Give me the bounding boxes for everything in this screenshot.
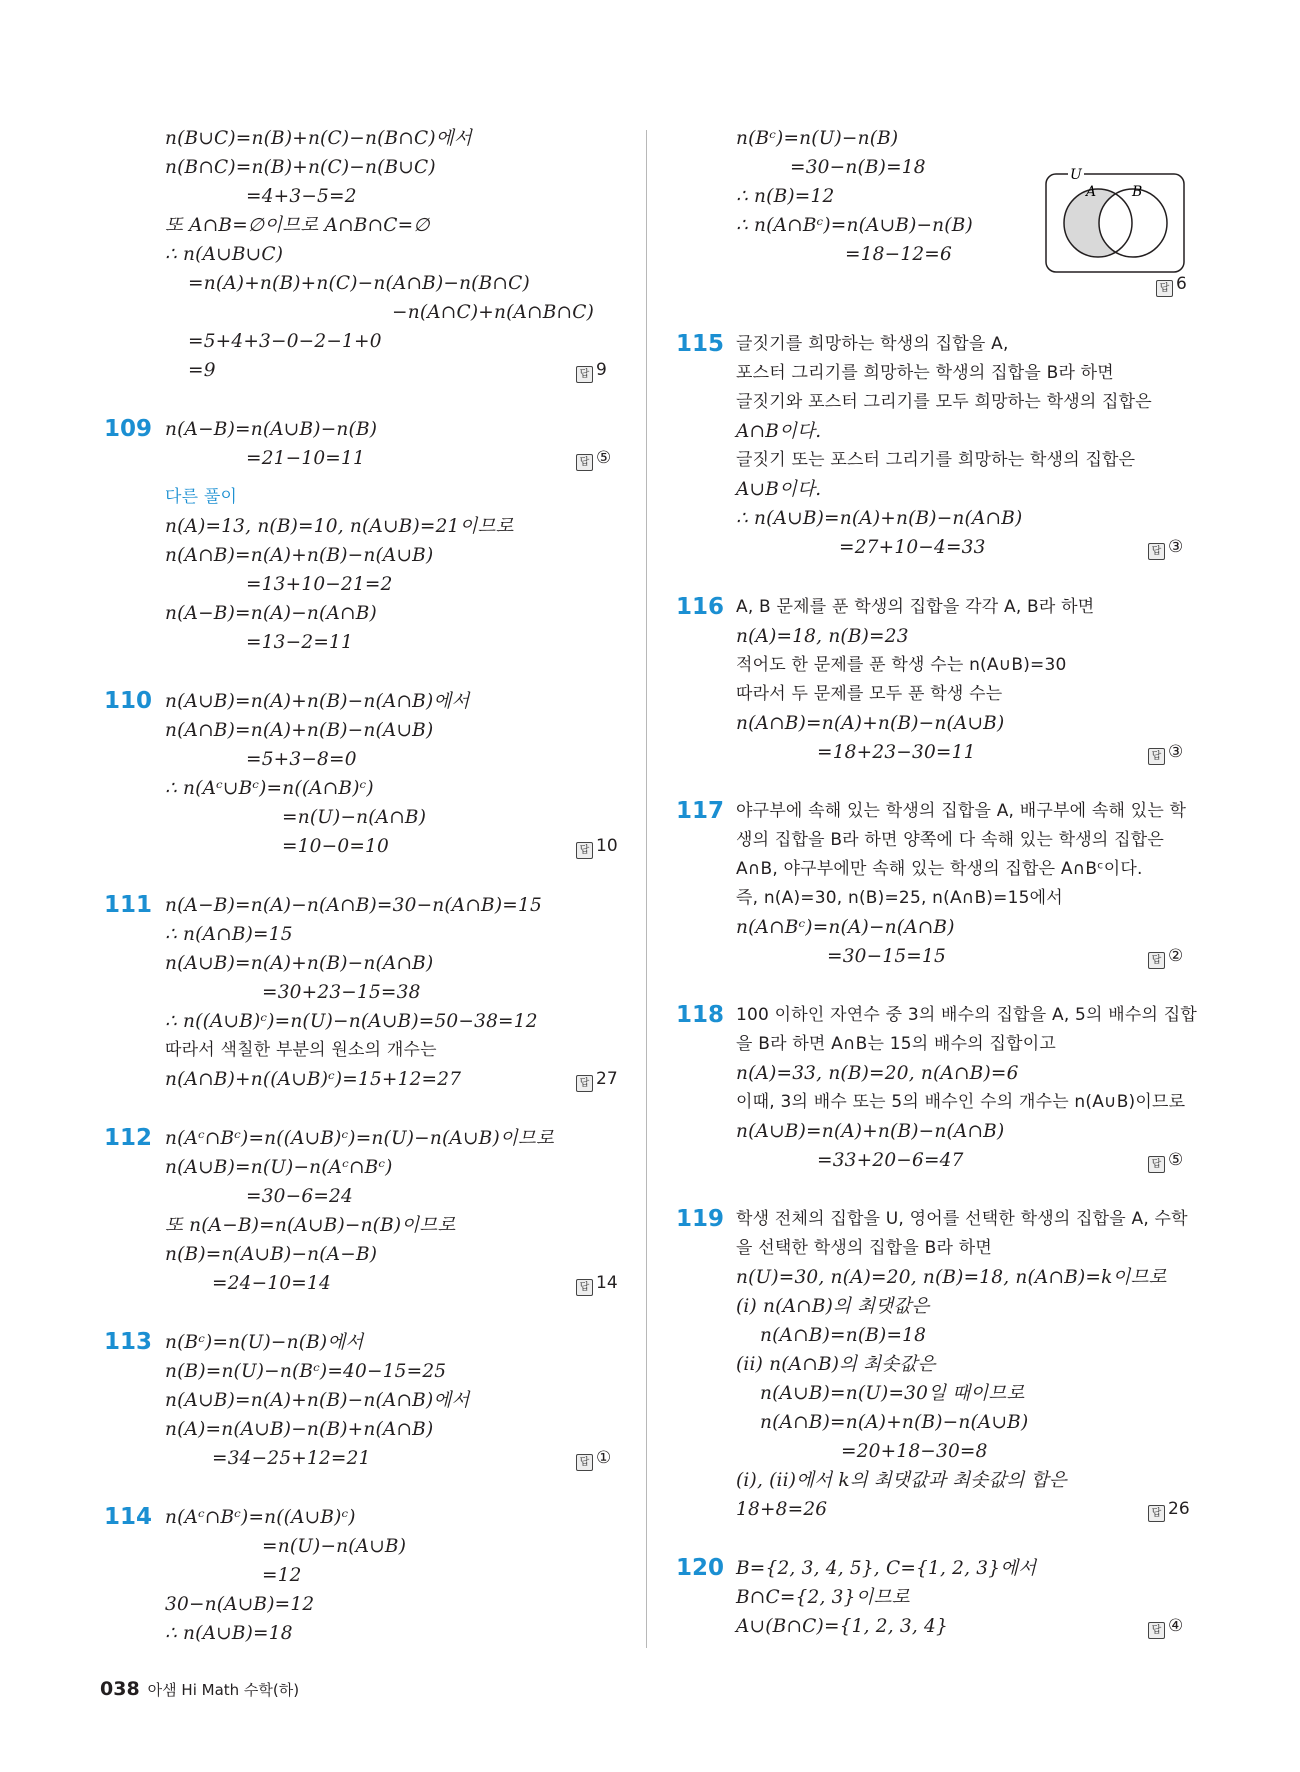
sol111-line7: n(A∩B)+n((A∪B)ᶜ)=15+12=27 [165, 1069, 462, 1090]
sol115-line7: ∴ n(A∪B)=n(A)+n(B)−n(A∩B) [736, 508, 1023, 529]
answer-mark-icon: 답 [576, 1279, 593, 1296]
answer-value: ② [1168, 946, 1184, 966]
sol108-line4: 또 A∩B=∅이므로 A∩B∩C=∅ [165, 215, 430, 236]
answer-value: ① [596, 1448, 612, 1468]
answer-111 [576, 1065, 618, 1094]
sol111-line6: 따라서 색칠한 부분의 원소의 개수는 [165, 1040, 437, 1060]
problem-number: 116 [676, 594, 725, 620]
sol117-line4: 즉, n(A)=30, n(B)=25, n(A∩B)=15에서 [736, 888, 1063, 908]
problem-number: 111 [104, 892, 153, 918]
sol114b-line1: n(Bᶜ)=n(U)−n(B) [736, 128, 899, 149]
page-number: 038 [100, 1678, 140, 1700]
sol119-line5: n(A∩B)=n(B)=18 [760, 1325, 927, 1346]
sol115-line3: 글짓기와 포스터 그리기를 모두 희망하는 학생의 집합은 [736, 392, 1152, 412]
sol108-line9: =9 [188, 360, 216, 381]
sol110-line2: n(A∩B)=n(A)+n(B)−n(A∪B) [165, 720, 434, 741]
answer-value: 10 [596, 836, 618, 856]
answer-value: ④ [1168, 1616, 1184, 1636]
sol117-line2: 생의 집합을 B라 하면 양쪽에 다 속해 있는 학생의 집합은 [736, 830, 1164, 850]
problem-number: 119 [676, 1206, 725, 1232]
problem-number: 109 [104, 416, 153, 442]
answer-value: ③ [1168, 742, 1184, 762]
sol118-line5: n(A∪B)=n(A)+n(B)−n(A∩B) [736, 1121, 1005, 1142]
alternative-solution-label: 다른 풀이 [165, 487, 238, 507]
sol109-line1: n(A−B)=n(A∪B)−n(B) [165, 419, 378, 440]
sol119-line2: 을 선택한 학생의 집합을 B라 하면 [736, 1238, 992, 1258]
problem-number: 114 [104, 1504, 153, 1530]
answer-value: 26 [1168, 1499, 1190, 1519]
sol110-line4: ∴ n(Aᶜ∪Bᶜ)=n((A∩B)ᶜ) [165, 778, 374, 799]
sol110-line6: =10−0=10 [282, 836, 389, 857]
answer-mark-icon: 답 [1148, 1622, 1165, 1639]
sol110-line3: =5+3−8=0 [246, 749, 357, 770]
sol116-line2: n(A)=18, n(B)=23 [736, 626, 909, 647]
sol109-line3: n(A)=13, n(B)=10, n(A∪B)=21이므로 [165, 516, 514, 537]
answer-mark-icon: 답 [1148, 543, 1165, 560]
sol112-line2: n(A∪B)=n(U)−n(Aᶜ∩Bᶜ) [165, 1157, 393, 1178]
answer-mark-icon: 답 [1148, 1156, 1165, 1173]
problem-number: 110 [104, 688, 153, 714]
venn-label-u: U [1070, 168, 1082, 183]
problem-number: 113 [104, 1329, 153, 1355]
sol110-line5: =n(U)−n(A∩B) [282, 807, 427, 828]
sol114-line1: n(Aᶜ∩Bᶜ)=n((A∪B)ᶜ) [165, 1507, 356, 1528]
sol116-line3: 적어도 한 문제를 푼 학생 수는 n(A∪B)=30 [736, 655, 1067, 675]
sol115-line6: A∪B이다. [736, 479, 822, 500]
sol116-line6: =18+23−30=11 [817, 742, 976, 763]
sol115-line4: A∩B이다. [736, 421, 822, 442]
sol111-line5: ∴ n((A∪B)ᶜ)=n(U)−n(A∪B)=50−38=12 [165, 1011, 538, 1032]
problem-number: 118 [676, 1002, 725, 1028]
sol119-line10: (i), (ii)에서 k의 최댓값과 최솟값의 합은 [736, 1470, 1067, 1491]
answer-mark-icon: 답 [1148, 1505, 1165, 1522]
sol117-line1: 야구부에 속해 있는 학생의 집합을 A, 배구부에 속해 있는 학 [736, 801, 1187, 821]
answer-mark-icon: 답 [1156, 280, 1173, 297]
sol113-line4: n(A)=n(A∪B)−n(B)+n(A∩B) [165, 1419, 434, 1440]
sol109-line5: =13+10−21=2 [246, 574, 393, 595]
sol111-line3: n(A∪B)=n(A)+n(B)−n(A∩B) [165, 953, 434, 974]
sol117-line6: =30−15=15 [827, 946, 946, 967]
sol111-line2: ∴ n(A∩B)=15 [165, 924, 293, 945]
sol111-line4: =30+23−15=38 [262, 982, 421, 1003]
problem-number: 112 [104, 1125, 153, 1151]
problem-number: 115 [676, 331, 725, 357]
sol120-line3: A∪(B∩C)={1, 2, 3, 4} [736, 1616, 948, 1637]
sol118-line2: 을 B라 하면 A∩B는 15의 배수의 집합이고 [736, 1034, 1056, 1054]
answer-120 [1148, 1612, 1183, 1641]
answer-mark-icon: 답 [1148, 952, 1165, 969]
sol119-line4: (i) n(A∩B)의 최댓값은 [736, 1296, 930, 1317]
sol118-line3: n(A)=33, n(B)=20, n(A∩B)=6 [736, 1063, 1019, 1084]
sol108-line1: n(B∪C)=n(B)+n(C)−n(B∩C)에서 [165, 128, 472, 149]
answer-112 [576, 1269, 618, 1298]
sol114b-line5: =18−12=6 [845, 244, 952, 265]
answer-108 [576, 356, 607, 385]
answer-value: ③ [1168, 537, 1184, 557]
answer-value: ⑤ [1168, 1150, 1184, 1170]
sol109-line6: n(A−B)=n(A)−n(A∩B) [165, 603, 377, 624]
answer-mark-icon: 답 [1148, 748, 1165, 765]
sol114-line3: =12 [262, 1565, 302, 1586]
sol114-line2: =n(U)−n(A∪B) [262, 1536, 407, 1557]
page-footer [100, 1678, 299, 1700]
venn-label-a: A [1086, 184, 1097, 200]
answer-110 [576, 832, 618, 861]
sol112-line6: =24−10=14 [212, 1273, 331, 1294]
sol112-line4: 또 n(A−B)=n(A∪B)−n(B)이므로 [165, 1215, 456, 1236]
answer-119 [1148, 1495, 1190, 1524]
venn-label-b: B [1132, 184, 1143, 200]
answer-109 [576, 444, 611, 473]
sol117-line3: A∩B, 야구부에만 속해 있는 학생의 집합은 A∩Bᶜ이다. [736, 859, 1143, 879]
sol112-line5: n(B)=n(A∪B)−n(A−B) [165, 1244, 378, 1265]
answer-117 [1148, 942, 1183, 971]
book-title: 아샘 Hi Math 수학(하) [147, 1681, 300, 1699]
sol110-line1: n(A∪B)=n(A)+n(B)−n(A∩B)에서 [165, 691, 470, 712]
answer-mark-icon: 답 [576, 842, 593, 859]
sol119-line3: n(U)=30, n(A)=20, n(B)=18, n(A∩B)=k이므로 [736, 1267, 1167, 1288]
sol118-line4: 이때, 3의 배수 또는 5의 배수인 수의 개수는 n(A∪B)이므로 [736, 1092, 1186, 1112]
answer-118 [1148, 1146, 1183, 1175]
answer-value: 9 [596, 360, 607, 380]
answer-mark-icon: 답 [576, 366, 593, 383]
sol114-line4: 30−n(A∪B)=12 [165, 1594, 315, 1615]
answer-value: 6 [1176, 274, 1187, 294]
venn-diagram [1043, 168, 1188, 278]
sol116-line5: n(A∩B)=n(A)+n(B)−n(A∪B) [736, 713, 1005, 734]
sol115-line5: 글짓기 또는 포스터 그리기를 희망하는 학생의 집합은 [736, 450, 1136, 470]
answer-mark-icon: 답 [576, 1454, 593, 1471]
problem-number: 117 [676, 798, 725, 824]
sol114b-line2: =30−n(B)=18 [790, 157, 926, 178]
answer-mark-icon: 답 [576, 1075, 593, 1092]
problem-number: 120 [676, 1555, 725, 1581]
sol114b-line3: ∴ n(B)=12 [736, 186, 835, 207]
sol117-line5: n(A∩Bᶜ)=n(A)−n(A∩B) [736, 917, 955, 938]
answer-mark-icon: 답 [576, 454, 593, 471]
sol120-line2: B∩C={2, 3}이므로 [736, 1587, 910, 1608]
answer-116 [1148, 738, 1183, 767]
answer-value: 27 [596, 1069, 618, 1089]
sol108-line5: ∴ n(A∪B∪C) [165, 244, 284, 265]
sol111-line1: n(A−B)=n(A)−n(A∩B)=30−n(A∩B)=15 [165, 895, 542, 916]
sol114-line5: ∴ n(A∪B)=18 [165, 1623, 293, 1644]
sol112-line1: n(Aᶜ∩Bᶜ)=n((A∪B)ᶜ)=n(U)−n(A∪B)이므로 [165, 1128, 555, 1149]
sol119-line1: 학생 전체의 집합을 U, 영어를 선택한 학생의 집합을 A, 수학 [736, 1209, 1188, 1229]
sol116-line1: A, B 문제를 푼 학생의 집합을 각각 A, B라 하면 [736, 597, 1095, 617]
answer-value: ⑤ [596, 448, 612, 468]
sol108-line6: =n(A)+n(B)+n(C)−n(A∩B)−n(B∩C) [188, 273, 530, 294]
sol108-line8: =5+4+3−0−2−1+0 [188, 331, 382, 352]
sol108-line2: n(B∩C)=n(B)+n(C)−n(B∪C) [165, 157, 436, 178]
sol113-line5: =34−25+12=21 [212, 1448, 371, 1469]
column-divider [646, 130, 647, 1648]
sol109-line4: n(A∩B)=n(A)+n(B)−n(A∪B) [165, 545, 434, 566]
sol109-line2: =21−10=11 [246, 448, 365, 469]
sol108-line3: =4+3−5=2 [246, 186, 357, 207]
sol108-line7: −n(A∩C)+n(A∩B∩C) [392, 302, 595, 323]
sol119-line8: n(A∩B)=n(A)+n(B)−n(A∪B) [760, 1412, 1029, 1433]
sol120-line1: B={2, 3, 4, 5}, C={1, 2, 3}에서 [736, 1558, 1037, 1579]
answer-value: 14 [596, 1273, 618, 1293]
sol119-line9: =20+18−30=8 [841, 1441, 988, 1462]
sol113-line2: n(B)=n(U)−n(Bᶜ)=40−15=25 [165, 1361, 447, 1382]
sol115-line1: 글짓기를 희망하는 학생의 집합을 A, [736, 334, 1009, 354]
sol118-line6: =33+20−6=47 [817, 1150, 964, 1171]
answer-115 [1148, 533, 1183, 562]
sol119-line11: 18+8=26 [736, 1499, 828, 1520]
answer-113 [576, 1444, 611, 1473]
sol112-line3: =30−6=24 [246, 1186, 353, 1207]
sol115-line8: =27+10−4=33 [839, 537, 986, 558]
sol119-line6: (ii) n(A∩B)의 최솟값은 [736, 1354, 936, 1375]
sol113-line3: n(A∪B)=n(A)+n(B)−n(A∩B)에서 [165, 1390, 470, 1411]
sol119-line7: n(A∪B)=n(U)=30일 때이므로 [760, 1383, 1025, 1404]
sol115-line2: 포스터 그리기를 희망하는 학생의 집합을 B라 하면 [736, 363, 1114, 383]
sol116-line4: 따라서 두 문제를 모두 푼 학생 수는 [736, 684, 1003, 704]
sol109-line7: =13−2=11 [246, 632, 353, 653]
sol113-line1: n(Bᶜ)=n(U)−n(B)에서 [165, 1332, 364, 1353]
sol118-line1: 100 이하인 자연수 중 3의 배수의 집합을 A, 5의 배수의 집합 [736, 1005, 1197, 1025]
sol114b-line4: ∴ n(A∩Bᶜ)=n(A∪B)−n(B) [736, 215, 973, 236]
